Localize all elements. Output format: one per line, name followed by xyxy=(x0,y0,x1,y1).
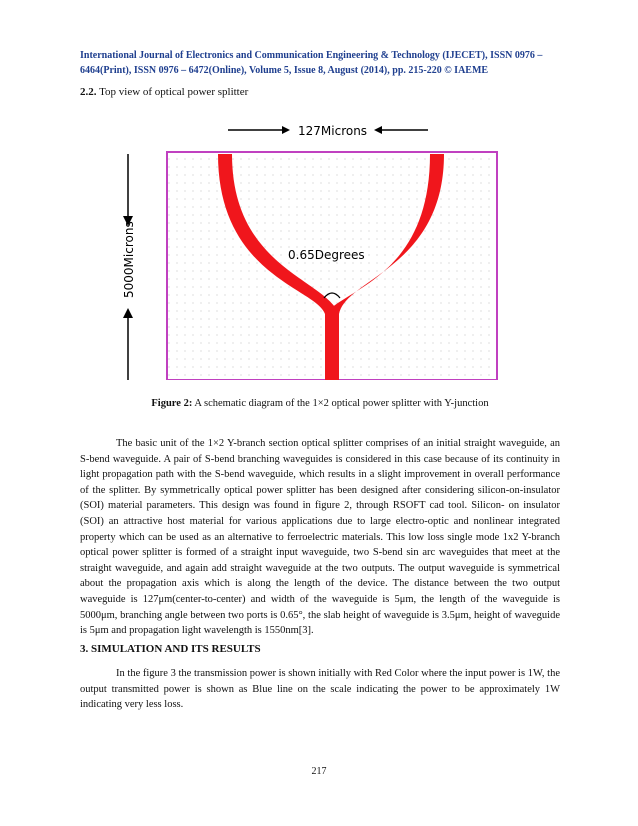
length-arrow-top xyxy=(123,154,133,226)
caption-label: Figure 2: xyxy=(151,398,193,409)
figure-caption xyxy=(80,398,560,409)
paragraph-simulation: In the figure 3 the transmission power is shown initially with Red Color where the input power is 1W, the output transmitted power is shown as Blue line on the scale indicating the power to be approximately 1W indicating very less loss. xyxy=(80,668,560,711)
input-waveguide xyxy=(325,313,339,380)
length-arrow-bottom xyxy=(123,308,133,380)
width-label: 127Microns xyxy=(298,124,368,138)
caption-text: A schematic diagram of the 1×2 optical power splitter with Y-junction xyxy=(192,398,489,409)
length-label: 5000Microns xyxy=(122,221,136,298)
splitter-diagram xyxy=(120,118,520,380)
subsection-title xyxy=(80,86,248,98)
paragraph-splitter-description: The basic unit of the 1×2 Y-branch section optical splitter comprises of an initial straight waveguide, an S-bend waveguide. A pair of S-bend branching waveguides is considered in this case because of its continuity in light propagation path with the S-bend waveguide, which results in a slight improvement in overall performance of the splitter. By symmetrically optical power splitter has been designed after considering silicon-on-insulator (SOI) material parameters. This design was found in figure 2, through RSOFT cad tool. Silicon- on insulator (SOI) an attractive host material for various applications due to large electro-optic and nonlinear integrated property which can be used as an alternative to ferroelectric materials. This low loss single mode 1x2 Y-branch optical power splitter is formed of a straight input waveguide, two S-bend sin arc waveguides that meet at the straight waveguide, and again add straight waveguide at the two outputs. The output waveguide is symmetrical about the propagation axis which is along the length of the device. The distance between the two output waveguide is 127μm(center-to-center) and width of the waveguide is 5μm, the length of the waveguide is 5000μm, branching angle between two ports is 0.65°, the slab height of waveguide is 3.5μm, height of waveguide is 5μm and propagation light wavelength is 1550nm[3]. xyxy=(80,438,560,637)
figure-splitter xyxy=(120,118,520,380)
subsection-text: Top view of optical power splitter xyxy=(99,86,249,98)
width-arrow-right xyxy=(374,126,428,134)
section-heading: 3. SIMULATION AND ITS RESULTS xyxy=(80,643,261,655)
journal-header: International Journal of Electronics and Communication Engineering & Technology (IJECET), ISSN 0976 – 6464(Print), ISSN 0976 – 6472(Online), Volume 5, Issue 8, August (2014), pp. 215-220 © IAEME xyxy=(80,50,543,76)
width-arrow-left xyxy=(228,126,290,134)
page-number: 217 xyxy=(311,766,327,777)
angle-label: 0.65Degrees xyxy=(288,248,365,262)
subsection-number: 2.2. xyxy=(80,86,97,98)
